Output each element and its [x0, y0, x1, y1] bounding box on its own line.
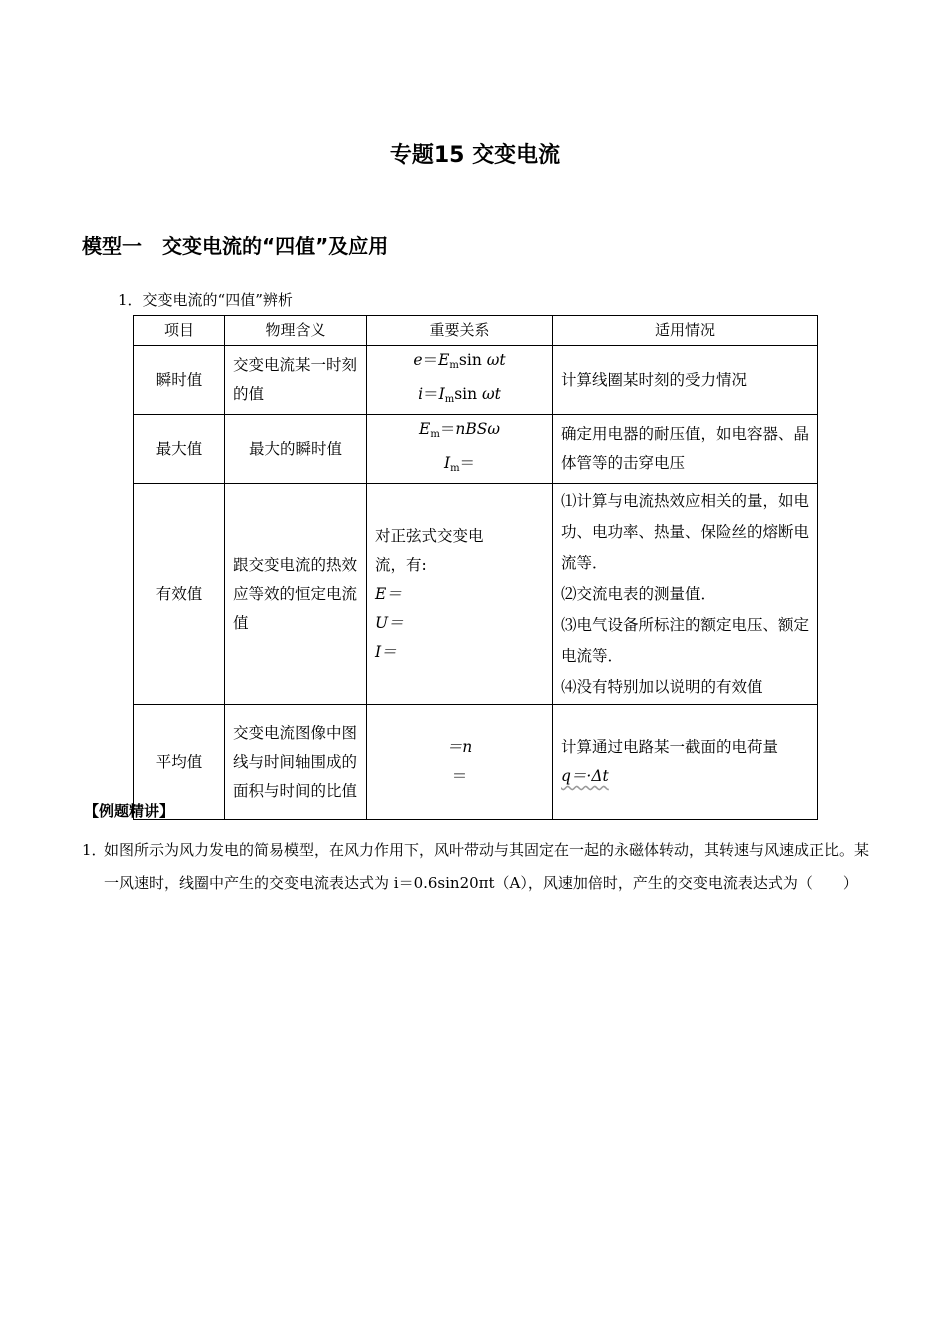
row-meaning: 最大的瞬时值	[225, 415, 367, 484]
row-usage: 计算线圈某时刻的受力情况	[553, 346, 818, 415]
row-name: 有效值	[134, 484, 225, 705]
formula: E＝	[375, 584, 402, 603]
row-name: 平均值	[134, 705, 225, 820]
formula: Im＝	[443, 454, 476, 474]
question-text: 如图所示为风力发电的简易模型，在风力作用下，风叶带动与其固定在一起的永磁体转动，其转速与风速成正比。某一风速时，线圈中产生的交变电流表达式为 i＝0.6sin20πt（A），风速加倍时，产生的交变电流表达式为（ ）	[104, 841, 870, 892]
question-block	[82, 834, 877, 900]
usage-item: 计算通过电路某一截面的电荷量	[561, 738, 779, 756]
page-title: 专题15 交变电流	[389, 143, 561, 168]
row-usage	[553, 484, 818, 705]
usage-item: ⑵交流电表的测量值．	[561, 584, 717, 603]
example-heading: 【例题精讲】	[84, 802, 175, 820]
row-meaning: 跟交变电流的热效应等效的恒定电流值	[225, 484, 367, 705]
row-relation	[367, 346, 553, 415]
usage-formula: q＝·Δt	[561, 767, 609, 785]
header-cell: 适用情况	[553, 316, 818, 346]
usage-item: ⑷没有特别加以说明的有效值	[561, 677, 763, 696]
row-name: 最大值	[134, 415, 225, 484]
row-name: 瞬时值	[134, 346, 225, 415]
formula: ＝n	[446, 738, 473, 756]
formula: I＝	[375, 642, 397, 661]
formula: U＝	[375, 613, 404, 632]
row-usage	[553, 705, 818, 820]
section-heading: 模型一 交变电流的“四值”及应用	[82, 234, 389, 258]
row-usage: 确定用电器的耐压值，如电容器、晶体管等的击穿电压	[553, 415, 818, 484]
formula: i＝Imsin ωt	[418, 385, 501, 405]
row-meaning: 交变电流图像中图线与时间轴围成的面积与时间的比值	[225, 705, 367, 820]
usage-item: ⑴计算与电流热效应相关的量，如电功、电功率、热量、保险丝的熔断电流等．	[561, 491, 810, 572]
header-cell: 物理含义	[225, 316, 367, 346]
formula: Em＝nBSω	[419, 420, 500, 440]
table-row	[134, 415, 818, 484]
table-header-row	[134, 316, 818, 346]
usage-item: ⑶电气设备所标注的额定电压、额定电流等．	[561, 615, 810, 665]
row-relation	[367, 484, 553, 705]
formula: e＝Emsin ωt	[413, 351, 506, 371]
table-row	[134, 705, 818, 820]
header-cell: 重要关系	[367, 316, 553, 346]
four-values-table	[133, 315, 818, 820]
row-meaning: 交变电流某一时刻的值	[225, 346, 367, 415]
table-row	[134, 484, 818, 705]
row-relation	[367, 415, 553, 484]
question-number: 1．	[82, 841, 107, 859]
row-relation	[367, 705, 553, 820]
formula: ＝	[451, 767, 468, 785]
header-cell: 项目	[134, 316, 225, 346]
subsection-heading: 1．交变电流的“四值”辨析	[118, 291, 293, 309]
table-row	[134, 346, 818, 415]
relation-text: 对正弦式交变电流，有:	[375, 526, 484, 574]
